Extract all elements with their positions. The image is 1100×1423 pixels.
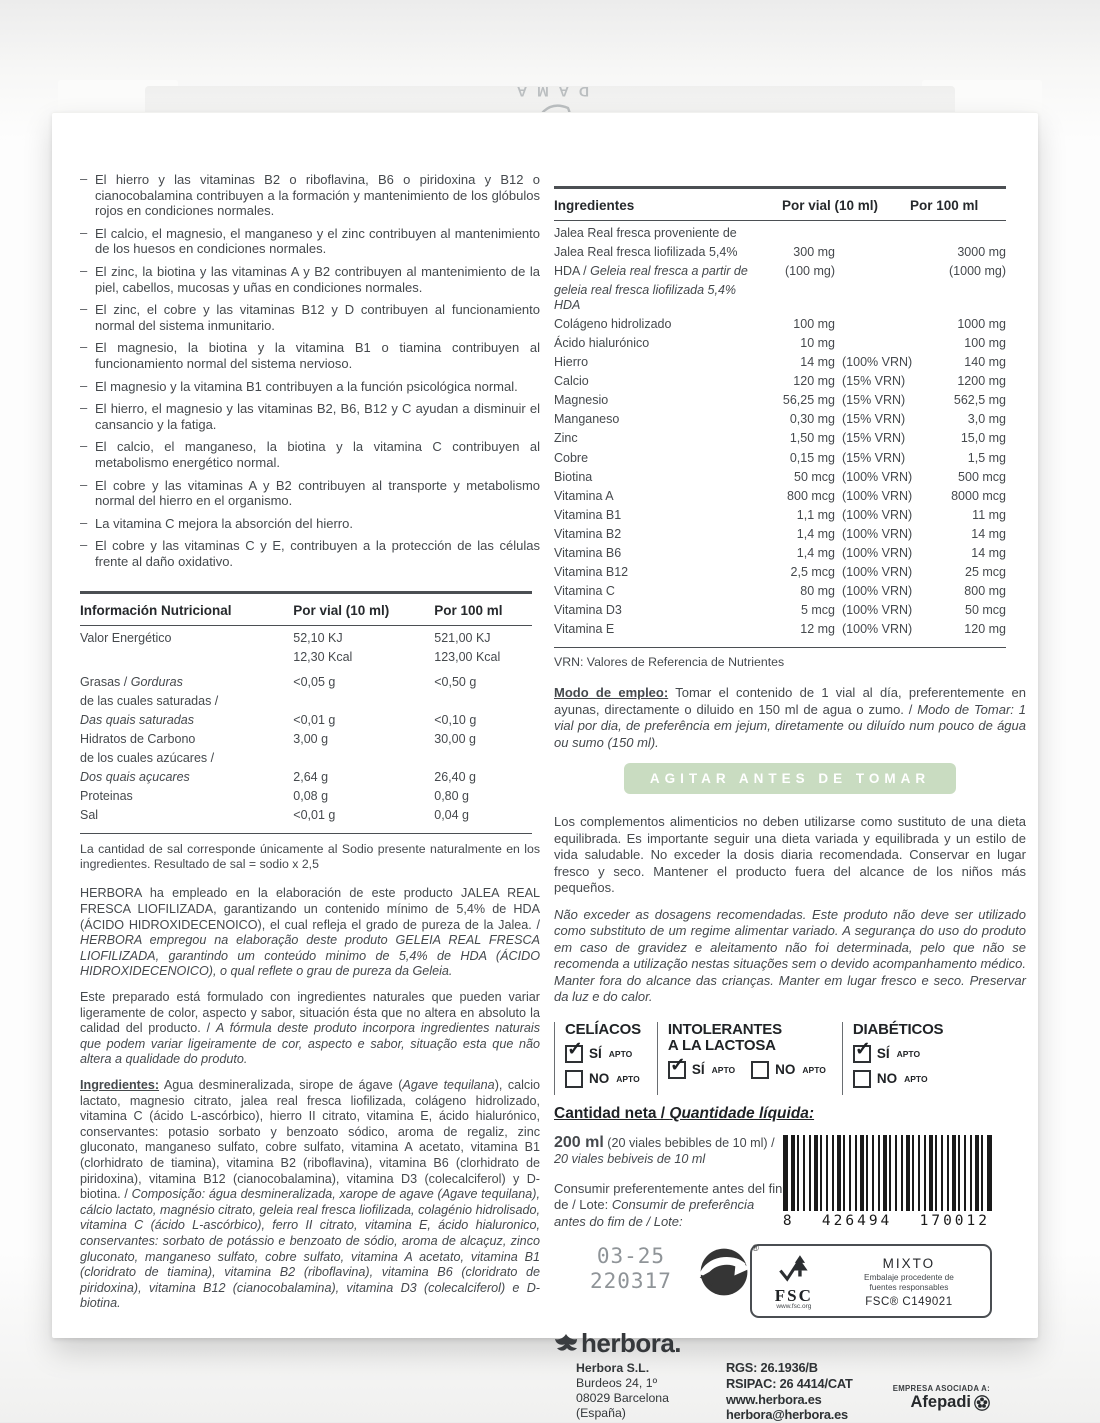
afepadi-flower-icon <box>974 1395 990 1411</box>
nutrition-col-100ml: Por 100 ml <box>434 603 503 619</box>
manufacturer-row <box>554 1328 1026 1422</box>
net-quantity-heading: Cantidad neta / Quantidade líquida: <box>554 1104 815 1122</box>
package-back-panel <box>52 112 1038 1423</box>
suitability-option: NO APTO <box>751 1061 826 1079</box>
table-row: Vitamina B2 1,4 mg (100% VRN) 14 mg <box>554 526 1006 541</box>
rgs-number: RGS: 26.1936/B <box>726 1360 818 1376</box>
nutrition-table-header <box>80 594 532 626</box>
salt-note: La cantidad de sal corresponde únicamente al Sodio presente naturalmente en los ingredientes. Resultado de sal = sodio x 2,5 <box>80 842 540 872</box>
ingredients-table-body <box>554 226 1006 647</box>
claim-item: – El calcio, el magnesio, el manganeso y el zinc contribuyen al mantenimiento de los huesos en condiciones normales. <box>80 224 540 257</box>
checked-checkbox: ✓ <box>565 1045 583 1063</box>
table-row: Vitamina B6 1,4 mg (100% VRN) 14 mg <box>554 546 1006 560</box>
table-row: Ácido hialurónico 10 mg 100 mg <box>554 335 1006 350</box>
unchecked-checkbox <box>565 1070 583 1088</box>
net-quantity-value <box>554 1135 783 1167</box>
nutrition-table <box>80 591 532 834</box>
table-row: de los cuales azúcares / <box>80 751 215 766</box>
checked-checkbox: ✓ <box>668 1061 686 1079</box>
suitability-group: INTOLERANTES A LA LACTOSA ✓ SÍ APTO NO APTO <box>657 1022 826 1095</box>
quantity-barcode-row <box>554 1135 1026 1231</box>
table-row: Vitamina A 800 mcg (100% VRN) 8000 mcg <box>554 488 1006 503</box>
ingredients-col-100ml: Por 100 ml <box>910 198 979 213</box>
best-before-date: 03-25 <box>596 1244 666 1269</box>
table-row: Zinc 1,50 mg (15% VRN) 15,0 mg <box>554 431 1006 446</box>
table-row: Grasas / Gorduras <0,05 g <0,50 g <box>80 675 477 690</box>
table-row: Biotina 50 mcg (100% VRN) 500 mcg <box>554 469 1006 484</box>
ingredients-table-title: Ingredientes <box>554 198 635 213</box>
hda-purity-paragraph: HERBORA ha empleado en la elaboración de este producto JALEA REAL FRESCA LIOFILIZADA, garantizando un contenido mínimo de 5,4% de HDA (ÁCIDO HIDROXIDECENOICO), el cual refleja el grado de pureza de la Jalea. / HERBORA empregou na elaboração deste produto GELEIA REAL FRESCA LIOFILIZADA, garantindo um conteúdo minimo de 5,4% de HDA (ÁCIDO HIDROXIDECENOICO), o qual reflete o grau de pureza da Geleia. <box>80 886 540 979</box>
checked-checkbox: ✓ <box>853 1045 871 1063</box>
net-quantity-line1: 200 ml (20 viales bebibles de 10 ml) / <box>554 1133 775 1151</box>
table-row: Das quais saturadas <0,01 g <0,10 g <box>80 713 477 728</box>
table-row: geleia real fresca liofilizada 5,4% HDA <box>554 283 737 312</box>
table-row: Manganeso 0,30 mg (15% VRN) 3,0 mg <box>554 412 1006 427</box>
table-row: Vitamina D3 5 mcg (100% VRN) 50 mcg <box>554 603 1006 618</box>
registry-block <box>726 1360 853 1422</box>
fsc-acronym: FSC <box>774 1286 813 1306</box>
table-row: Dos quais açucares 2,64 g 26,40 g <box>80 770 476 785</box>
table-row: Cobre 0,15 mg (15% VRN) 1,5 mg <box>554 450 1006 465</box>
suitability-option: ✓ SÍ APTO <box>567 1038 633 1062</box>
ingredients-col-vial: Por vial (10 ml) <box>782 198 879 213</box>
unchecked-checkbox <box>751 1061 769 1079</box>
claim-item: – El hierro, el magnesio y las vitaminas B2, B6, B12 y C ayudan a disminuir el cansancio y la fatiga. <box>80 400 540 432</box>
table-row: Hierro 14 mg (100% VRN) 140 mg <box>554 355 1006 370</box>
afepadi-logo <box>893 1393 990 1412</box>
table-row: Proteinas 0,08 g 0,80 g <box>80 789 470 804</box>
herbora-logo <box>554 1328 712 1359</box>
table-row: Vitamina C 80 mg (100% VRN) 800 mg <box>554 584 1006 599</box>
nutrition-col-vial: Por vial (10 ml) <box>293 603 390 619</box>
afepadi-block <box>893 1384 990 1412</box>
table-row: Jalea Real fresca liofilizada 5,4% 300 mg 3000 mg <box>554 245 1006 260</box>
claim-item: – El cobre y las vitaminas A y B2 contribuyen al transporte y metabolismo normal del hierro en el organismo. <box>80 476 540 509</box>
suitability-row <box>554 1022 1026 1095</box>
email: herbora@herbora.es <box>726 1407 848 1423</box>
claim-item: – El zinc, el cobre y las vitaminas B12 y D contribuyen al funcionamiento normal del sistema inmunitario. <box>80 301 540 333</box>
table-row: Vitamina B12 2,5 mcg (100% VRN) 25 mcg <box>554 565 1006 580</box>
fsc-license-code: FSC® C149021 <box>865 1295 953 1308</box>
table-row: 12,30 Kcal 123,00 Kcal <box>293 650 501 665</box>
barcode <box>783 1135 992 1229</box>
barcode-group2: 170012 <box>919 1212 990 1229</box>
claim-item: – El magnesio y la vitamina B1 contribuyen a la función psicológica normal. <box>80 377 518 394</box>
net-quantity-line2: 20 viales bebiveis de 10 ml <box>554 1151 706 1166</box>
suitability-option: ✓ SÍ APTO <box>669 1054 736 1078</box>
suitability-option: NO APTO <box>853 1070 944 1088</box>
green-dot-icon <box>698 1243 759 1303</box>
manufacturer-address <box>576 1361 712 1420</box>
ingredients-table <box>554 186 1006 648</box>
claims-list <box>80 172 540 569</box>
claim-item: – El hierro y las vitaminas B2 o riboflavina, B6 o piridoxina y B12 o cianocobalamina contribuyen a la formación y mantenimiento de los glóbulos rojos en condiciones normales. <box>80 171 540 219</box>
vrn-footnote: VRN: Valores de Referencia de Nutrientes <box>554 655 785 670</box>
flap-brand-label: DAMA <box>507 84 589 100</box>
table-row: Calcio 120 mg (15% VRN) 1200 mg <box>554 374 1006 389</box>
address-line2: 08029 Barcelona <box>576 1391 669 1406</box>
website: www.herbora.es <box>726 1391 822 1407</box>
nutrition-table-title: Información Nutricional <box>80 603 232 619</box>
fsc-text <box>837 1256 981 1307</box>
quantity-block <box>554 1135 783 1231</box>
table-row: Vitamina E 12 mg (100% VRN) 120 mg <box>554 622 1006 637</box>
claim-item: – El magnesio, la biotina y la vitamina B1 o tiamina contribuyen al funcionamiento normal del sistema nervioso. <box>80 339 540 371</box>
suitability-option: ✓ SÍ APTO <box>854 1038 921 1062</box>
afepadi-name: Afepadi <box>910 1393 971 1412</box>
claim-item: – La vitamina C mejora la absorción del hierro. <box>80 514 353 531</box>
address-line1: Burdeos 24, 1º <box>576 1376 658 1391</box>
fsc-url: www.fsc.org <box>776 1303 812 1311</box>
fsc-logo <box>761 1253 827 1310</box>
manufacturer-block <box>554 1328 712 1420</box>
barcode-digits <box>783 1213 992 1229</box>
green-dot-registered-mark: ® <box>752 1243 759 1254</box>
lot-code <box>590 1244 672 1294</box>
table-row: Hidratos de Carbono 3,00 g 30,00 g <box>80 732 476 747</box>
claim-item: – El calcio, el manganeso, la biotina y la vitamina C contribuyen al metabolismo energético normal. <box>80 438 540 470</box>
rsipac-number: RSIPAC: 26 4414/CAT <box>726 1376 853 1392</box>
table-row: Vitamina B1 1,1 mg (100% VRN) 11 mg <box>554 507 1006 522</box>
suitability-group: DIABÉTICOS ✓ SÍ APTO NO APTO <box>842 1022 944 1095</box>
unchecked-checkbox <box>853 1070 871 1088</box>
fsc-desc-line2: fuentes responsables <box>869 1281 949 1292</box>
lot-certifications-row <box>554 1244 1026 1318</box>
table-row: Colágeno hidrolizado 100 mg 1000 mg <box>554 316 1006 331</box>
table-row: Sal <0,01 g 0,04 g <box>80 808 470 823</box>
warning-es: Los complementos alimenticios no deben utilizarse como sustituto de una dieta equilibrada. Es importante seguir una dieta variada y equilibrada y un estilo de vida saludable. No exceder la dosis diaria recomendada. Conservar en lugar fresco y seco. Mantener el producto fuera del alcance de los niños más pequeños. <box>554 814 1026 896</box>
suitability-option: NO APTO <box>565 1070 641 1088</box>
barcode-group1: 426494 <box>821 1212 893 1229</box>
herbora-leaf-icon <box>554 1333 578 1355</box>
nutrition-table-body <box>80 631 532 833</box>
barcode-bars <box>783 1135 992 1211</box>
claim-item: – El cobre y las vitaminas C y E, contribuyen a la protección de las células frente al daño oxidativo. <box>80 537 540 569</box>
fsc-label <box>750 1244 992 1318</box>
natural-variation-paragraph: Este preparado está formulado con ingredientes naturales que pueden variar ligeramente de color, aspecto y sabor, situación ésta que no altera en absoluto la calidad del producto. / A fórmula deste produto incorpora ingredientes naturais que podem variar ligeiramente de cor, aspecto e sabor, situação esta que não altera a qualidade do produto. <box>80 990 540 1067</box>
claim-item: – El zinc, la biotina y las vitaminas A y B2 contribuyen al mantenimiento de la piel, cabellos, mucosas y uñas en condiciones normales. <box>80 262 540 295</box>
fsc-mix-label: MIXTO <box>882 1256 936 1272</box>
table-row: Valor Energético 52,10 KJ 521,00 KJ <box>80 631 491 646</box>
shake-before-use-badge: AGITAR ANTES DE TOMAR <box>624 763 956 794</box>
herbora-wordmark: herbora. <box>581 1328 682 1359</box>
barcode-lead-digit: 8 <box>782 1212 795 1229</box>
company-name: Herbora S.L. <box>576 1361 650 1376</box>
table-row: Magnesio 56,25 mg (15% VRN) 562,5 mg <box>554 393 1006 408</box>
afepadi-label: EMPRESA ASOCIADA A: <box>892 1384 990 1394</box>
table-row: Jalea Real fresca proveniente de <box>554 226 737 240</box>
table-row: de las cuales saturadas / <box>80 694 219 709</box>
ingredients-list-paragraph: Ingredientes: Agua desmineralizada, sirope de ágave (Agave tequilana), calcio lactato, magnesio citrato, jalea real fresca liofilizada, colágeno hidrolizado, vitamina C (ácido L-ascórbico), hierro II citrato, vitamina E, ácido hialurónico, conservantes: potasio sorbato y benzoato sódico, aroma de regaliz, zinc gluconato, manganeso sulfato, cobre sulfato, vitamina A acetato, vitamina B1 (clorhidrato de tiamina), vitamina B2 (riboflavina), vitamina B6 (clorhidrato de piridoxina), vitamina B12 (cianocobalamina), vitamina D3 (colecalciferol) y D-biotina. / Composição: água desmineralizada, xarope de agave (Agave tequilana), cálcio lactato, magnésio citrato, geleia real fresca liofilizada, colagénio hidrolisado, vitamina C (ácido L-ascórbico), ferro II citrato, vitamina E, ácido hialuronico, conservantes: sorbato de potássio e benzoato de sódio, aroma de alcaçuz, zinco gluconato, manganeso sulfato, cobre sulfato, vitamina A acetato, vitamina B1 (cloridrato de tiamina), vitamina B2 (riboflavina), vitamina B6 (cloridrato de piridoxina), vitamina B12 (cianocobalamina), vitamina D3 (colecalciferol) e D-biotina. <box>80 1078 541 1311</box>
usage-instructions: Modo de empleo: Tomar el contenido de 1 vial al día, preferentemente en ayunas, directamente o diluido en 150 ml de agua o zumo. / Modo de Tomar: 1 vial por dia, de preferência em jejum, diretamente ou diluído num pouco de água ou sumo (150 ml). <box>554 685 1027 750</box>
best-before-text: Consumir preferentemente antes del fin de / Lote: Consumir de preferência antes do fim de / Lote: <box>554 1180 783 1229</box>
table-row: HDA / Geleia real fresca a partir de (100 mg) (1000 mg) <box>554 264 1006 279</box>
suitability-group: CELÍACOS ✓ SÍ APTO NO APTO <box>554 1022 641 1095</box>
ingredients-table-header <box>554 189 1006 221</box>
right-column <box>554 186 1026 1423</box>
address-line3: (España) <box>576 1405 626 1420</box>
fsc-tree-check-icon <box>777 1253 811 1283</box>
fsc-desc-line1: Embalaje procedente de <box>863 1272 954 1283</box>
left-column <box>80 172 540 1322</box>
warning-pt: Não exceder as dosagens recomendadas. Este produto não deve ser utilizado como substituto de um regime alimentar variado. A segurança do uso do produto em caso de gravidez e aleitamento não foi determinada, pelo que não se recomenda a utilização nestas situações sem o devido acompanhamento médico. Manter fora do alcance das crianças. Manter em lugar fresco e seco. Preservar da luz e do calor. <box>554 906 1026 1005</box>
lot-number: 220317 <box>590 1269 672 1294</box>
